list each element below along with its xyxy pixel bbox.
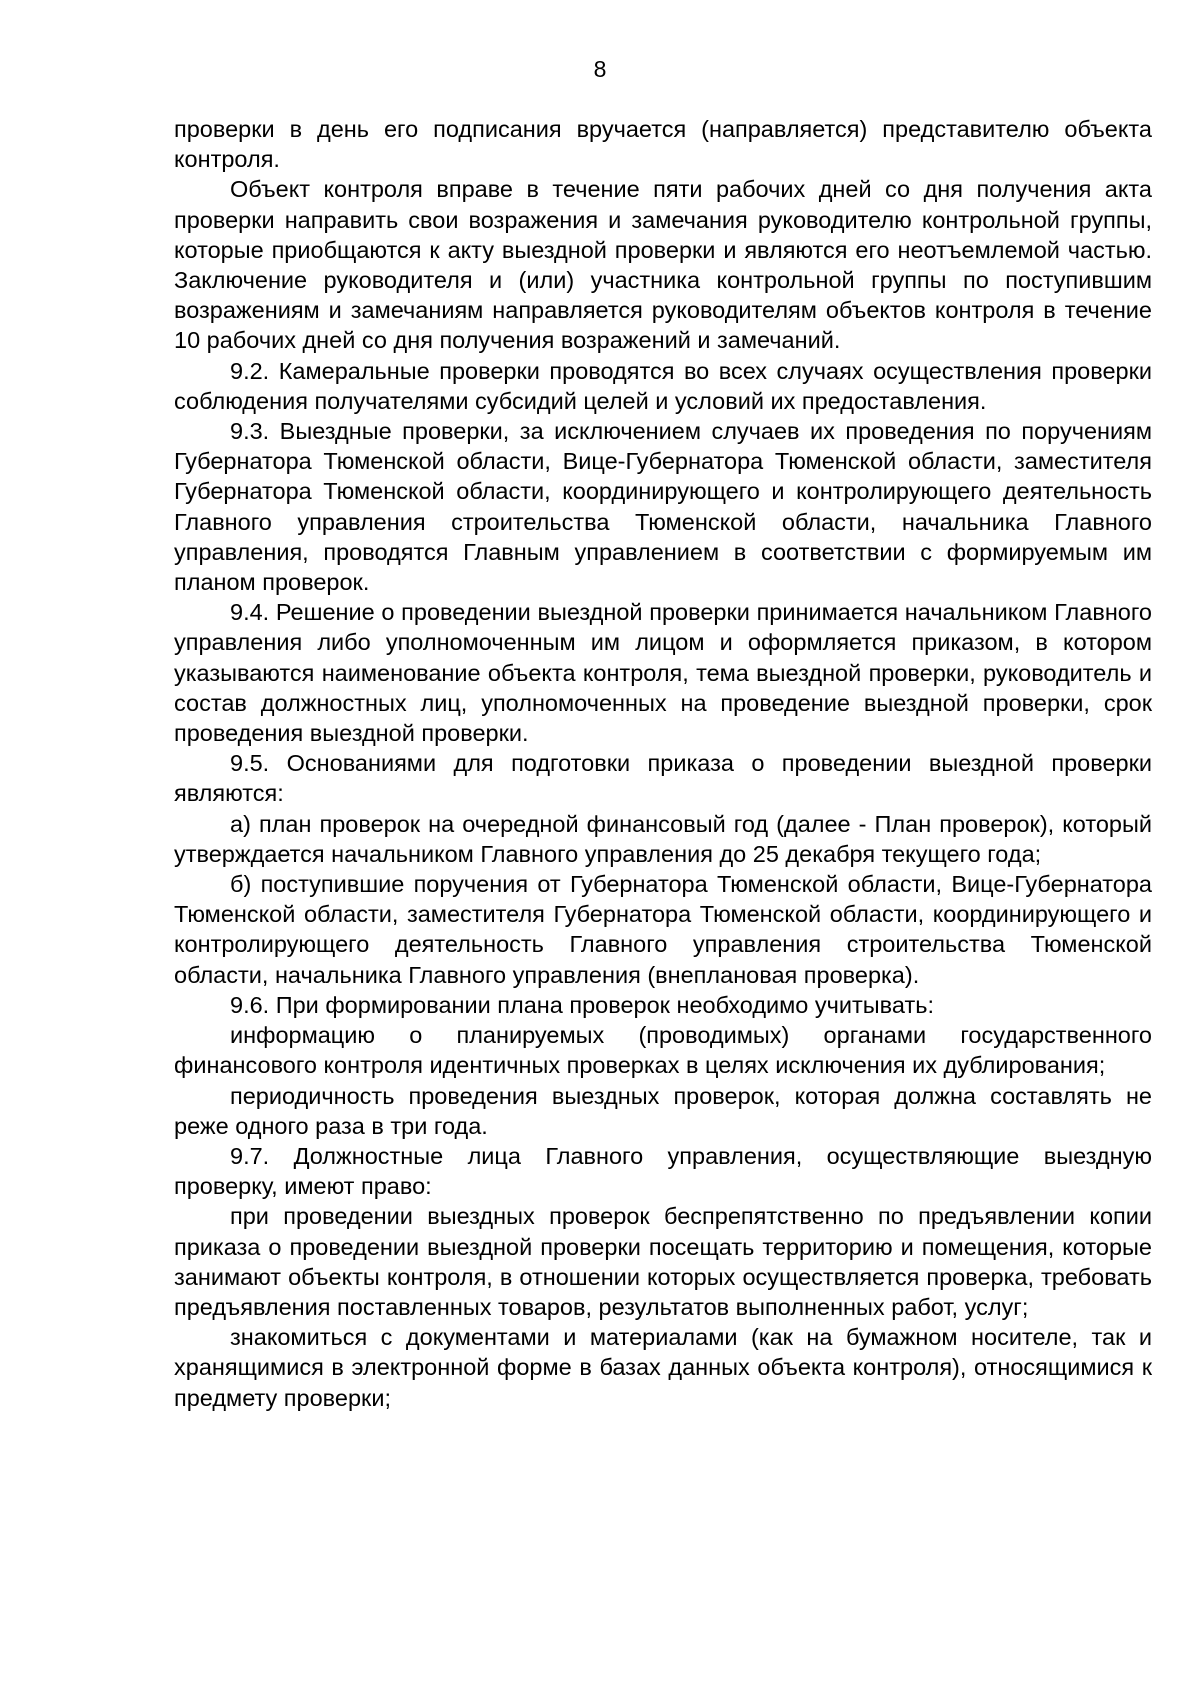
- page-number: 8: [593, 56, 607, 82]
- paragraph-9-6-periodicity: периодичность проведения выездных проверок, которая должна составлять не реже одного раза в три года.: [174, 1082, 1152, 1139]
- paragraph-9-5: 9.5. Основаниями для подготовки приказа о проведении выездной проверки являются:: [174, 750, 1152, 807]
- paragraph-9-4: 9.4. Решение о проведении выездной проверки принимается начальником Главного управления либо уполномоченным им лицом и оформляется приказом, в котором указываются наименование объекта контроля, тема выездной проверки, руководитель и состав должностных лиц, уполномоченных на проведение выездной проверки, срок проведения выездной проверки.: [174, 599, 1152, 747]
- paragraph-9-6-info: информацию о планируемых (проводимых) органами государственного финансового контроля идентичных проверках в целях исключения их дублирования;: [174, 1022, 1152, 1079]
- paragraph-9-6: 9.6. При формировании плана проверок необходимо учитывать:: [230, 991, 934, 1018]
- paragraph-9-7: 9.7. Должностные лица Главного управления, осуществляющие выездную проверку, имеют право:: [174, 1142, 1152, 1200]
- paragraph-continuation: проверки в день его подписания вручается (направляется) представителю объекта контроля.: [174, 116, 1152, 173]
- paragraph-9-3: 9.3. Выездные проверки, за исключением случаев их проведения по поручениям Губернатора Тюменской области, Вице-Губернатора Тюменской области, заместителя Губернатора Тюменской области, координирующего и контролирующего деятельность Главного управления строительства Тюменской области, начальника Главного управления, проводятся Главным управлением в соответствии с формируемым им планом проверок.: [174, 418, 1152, 596]
- paragraph-9-5-a: а) план проверок на очередной финансовый год (далее - План проверок), который утверждается начальником Главного управления до 25 декабря текущего года;: [174, 810, 1152, 867]
- paragraph-9-5-b: б) поступившие поручения от Губернатора Тюменской области, Вице-Губернатора Тюменской области, заместителя Губернатора Тюменской области, координирующего и контролирующего деятельность Главного управления строительства Тюменской области, начальника Главного управления (внеплановая проверка).: [174, 871, 1152, 988]
- paragraph-9-7-visit: при проведении выездных проверок беспрепятственно по предъявлении копии приказа о проведении выездной проверки посещать территорию и помещения, которые занимают объекты контроля, в отношении которых осуществляется проверка, требовать предъявления поставленных товаров, результатов выполненных работ, услуг;: [174, 1203, 1152, 1320]
- document-body: [174, 114, 1152, 1413]
- paragraph-9-2: 9.2. Камеральные проверки проводятся во всех случаях осуществления проверки соблюдения получателями субсидий целей и условий их предоставления.: [174, 357, 1152, 414]
- paragraph-objections: Объект контроля вправе в течение пяти рабочих дней со дня получения акта проверки направить свои возражения и замечания руководителю контрольной группы, которые приобщаются к акту выездной проверки и являются его неотъемлемой частью. Заключение руководителя и (или) участника контрольной группы по поступившим возражениям и замечаниям направляется руководителям объектов контроля в течение 10 рабочих дней со дня получения возражений и замечаний.: [174, 176, 1152, 354]
- paragraph-9-7-documents: знакомиться с документами и материалами (как на бумажном носителе, так и хранящимися в электронной форме в базах данных объекта контроля), относящимися к предмету проверки;: [174, 1324, 1152, 1411]
